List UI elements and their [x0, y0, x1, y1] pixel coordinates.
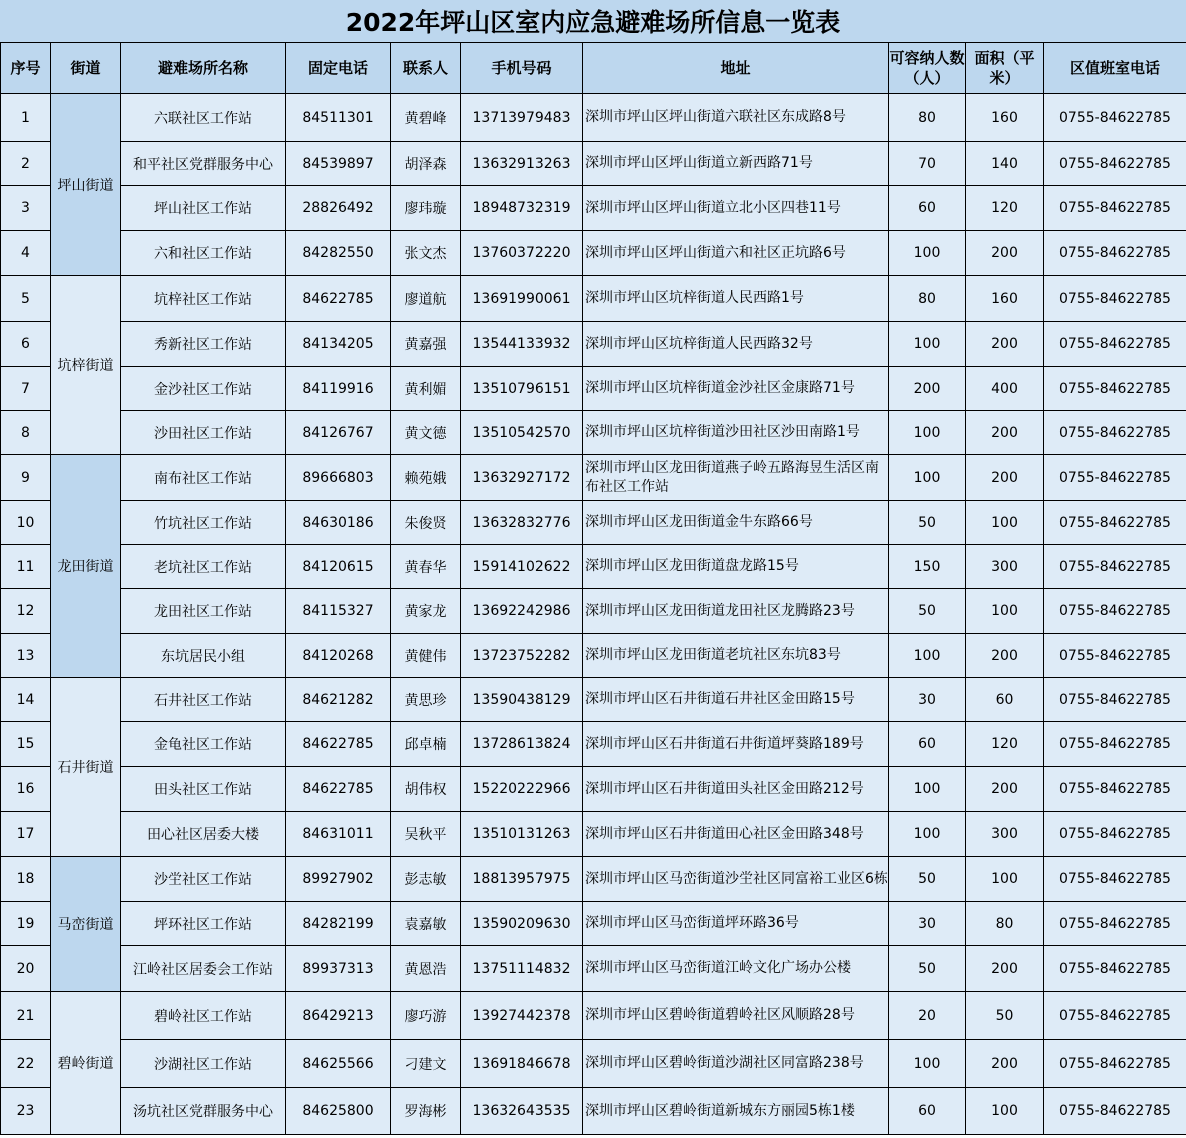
area-cell: 200 — [966, 455, 1044, 501]
table-row — [1, 186, 1186, 231]
mobile-number-cell: 13691846678 — [461, 1040, 583, 1088]
address-cell: 深圳市坪山区坑梓街道人民西路32号 — [583, 322, 889, 367]
row-number-cell: 14 — [1, 678, 51, 722]
row-number-cell: 13 — [1, 634, 51, 678]
fixed-phone-cell: 84630186 — [286, 501, 391, 545]
fixed-phone-cell: 84115327 — [286, 589, 391, 634]
contact-person-cell: 黄春华 — [391, 545, 461, 589]
col-header-capacity: 可容纳人数（人） — [889, 43, 966, 94]
capacity-cell: 100 — [889, 1040, 966, 1088]
table-row — [1, 634, 1186, 678]
area-cell: 100 — [966, 501, 1044, 545]
shelter-name-cell: 竹坑社区工作站 — [121, 501, 286, 545]
area-cell: 160 — [966, 276, 1044, 322]
row-number-cell: 12 — [1, 589, 51, 634]
mobile-number-cell: 13590438129 — [461, 678, 583, 722]
shelter-name-cell: 老坑社区工作站 — [121, 545, 286, 589]
fixed-phone-cell: 28826492 — [286, 186, 391, 231]
capacity-cell: 150 — [889, 545, 966, 589]
area-cell: 200 — [966, 322, 1044, 367]
address-cell: 深圳市坪山区龙田街道龙田社区龙腾路23号 — [583, 589, 889, 634]
area-cell: 200 — [966, 946, 1044, 992]
row-number-cell: 7 — [1, 367, 51, 411]
area-cell: 400 — [966, 367, 1044, 411]
address-cell: 深圳市坪山区坑梓街道沙田社区沙田南路1号 — [583, 411, 889, 455]
contact-person-cell: 赖苑娥 — [391, 455, 461, 501]
duty-phone-cell: 0755-84622785 — [1044, 767, 1186, 812]
street-cell: 碧岭街道 — [51, 992, 121, 1135]
duty-phone-cell: 0755-84622785 — [1044, 857, 1186, 902]
capacity-cell: 80 — [889, 276, 966, 322]
contact-person-cell: 吴秋平 — [391, 812, 461, 857]
shelter-name-cell: 沙坣社区工作站 — [121, 857, 286, 902]
area-cell: 200 — [966, 634, 1044, 678]
mobile-number-cell: 13751114832 — [461, 946, 583, 992]
capacity-cell: 30 — [889, 678, 966, 722]
capacity-cell: 60 — [889, 722, 966, 767]
table-row — [1, 992, 1186, 1040]
mobile-number-cell: 18948732319 — [461, 186, 583, 231]
shelter-name-cell: 石井社区工作站 — [121, 678, 286, 722]
shelter-name-cell: 碧岭社区工作站 — [121, 992, 286, 1040]
row-number-cell: 21 — [1, 992, 51, 1040]
table-body — [1, 94, 1186, 1135]
area-cell: 80 — [966, 902, 1044, 946]
mobile-number-cell: 13510542570 — [461, 411, 583, 455]
col-header-name: 避难场所名称 — [121, 43, 286, 94]
shelter-name-cell: 金龟社区工作站 — [121, 722, 286, 767]
fixed-phone-cell: 86429213 — [286, 992, 391, 1040]
contact-person-cell: 黄家龙 — [391, 589, 461, 634]
col-header-area: 面积（平米） — [966, 43, 1044, 94]
mobile-number-cell: 13723752282 — [461, 634, 583, 678]
area-cell: 120 — [966, 722, 1044, 767]
shelter-name-cell: 坪山社区工作站 — [121, 186, 286, 231]
shelter-name-cell: 坪环社区工作站 — [121, 902, 286, 946]
area-cell: 50 — [966, 992, 1044, 1040]
street-cell: 坑梓街道 — [51, 276, 121, 455]
table-row — [1, 545, 1186, 589]
shelter-name-cell: 江岭社区居委会工作站 — [121, 946, 286, 992]
area-cell: 200 — [966, 411, 1044, 455]
row-number-cell: 3 — [1, 186, 51, 231]
row-number-cell: 23 — [1, 1088, 51, 1135]
shelter-name-cell: 坑梓社区工作站 — [121, 276, 286, 322]
table-row — [1, 411, 1186, 455]
row-number-cell: 11 — [1, 545, 51, 589]
shelter-name-cell: 汤坑社区党群服务中心 — [121, 1088, 286, 1135]
capacity-cell: 20 — [889, 992, 966, 1040]
row-number-cell: 6 — [1, 322, 51, 367]
fixed-phone-cell: 84622785 — [286, 767, 391, 812]
capacity-cell: 100 — [889, 812, 966, 857]
page-title: 2022年坪山区室内应急避难场所信息一览表 — [0, 0, 1186, 43]
address-cell: 深圳市坪山区石井街道田头社区金田路212号 — [583, 767, 889, 812]
col-header-mobile: 手机号码 — [461, 43, 583, 94]
contact-person-cell: 黄恩浩 — [391, 946, 461, 992]
duty-phone-cell: 0755-84622785 — [1044, 634, 1186, 678]
capacity-cell: 60 — [889, 1088, 966, 1135]
row-number-cell: 20 — [1, 946, 51, 992]
col-header-address: 地址 — [583, 43, 889, 94]
fixed-phone-cell: 89937313 — [286, 946, 391, 992]
mobile-number-cell: 13544133932 — [461, 322, 583, 367]
fixed-phone-cell: 84625800 — [286, 1088, 391, 1135]
address-cell: 深圳市坪山区坪山街道六联社区东成路8号 — [583, 94, 889, 142]
duty-phone-cell: 0755-84622785 — [1044, 812, 1186, 857]
table-row — [1, 722, 1186, 767]
address-cell: 深圳市坪山区石井街道田心社区金田路348号 — [583, 812, 889, 857]
contact-person-cell: 黄健伟 — [391, 634, 461, 678]
address-cell: 深圳市坪山区坪山街道立北小区四巷11号 — [583, 186, 889, 231]
table-row — [1, 322, 1186, 367]
duty-phone-cell: 0755-84622785 — [1044, 455, 1186, 501]
capacity-cell: 200 — [889, 367, 966, 411]
table-row — [1, 857, 1186, 902]
mobile-number-cell: 13728613824 — [461, 722, 583, 767]
mobile-number-cell: 18813957975 — [461, 857, 583, 902]
mobile-number-cell: 13632927172 — [461, 455, 583, 501]
mobile-number-cell: 15914102622 — [461, 545, 583, 589]
fixed-phone-cell: 84511301 — [286, 94, 391, 142]
mobile-number-cell: 13632913263 — [461, 142, 583, 186]
row-number-cell: 15 — [1, 722, 51, 767]
row-number-cell: 4 — [1, 231, 51, 276]
contact-person-cell: 邱卓楠 — [391, 722, 461, 767]
col-header-street: 街道 — [51, 43, 121, 94]
col-header-tel: 固定电话 — [286, 43, 391, 94]
table-row — [1, 276, 1186, 322]
table-row — [1, 678, 1186, 722]
table-row — [1, 589, 1186, 634]
shelter-name-cell: 田头社区工作站 — [121, 767, 286, 812]
shelter-name-cell: 东坑居民小组 — [121, 634, 286, 678]
contact-person-cell: 黄思珍 — [391, 678, 461, 722]
shelter-name-cell: 金沙社区工作站 — [121, 367, 286, 411]
duty-phone-cell: 0755-84622785 — [1044, 142, 1186, 186]
duty-phone-cell: 0755-84622785 — [1044, 992, 1186, 1040]
fixed-phone-cell: 89927902 — [286, 857, 391, 902]
fixed-phone-cell: 84539897 — [286, 142, 391, 186]
contact-person-cell: 罗海彬 — [391, 1088, 461, 1135]
row-number-cell: 2 — [1, 142, 51, 186]
fixed-phone-cell: 89666803 — [286, 455, 391, 501]
mobile-number-cell: 13713979483 — [461, 94, 583, 142]
area-cell: 100 — [966, 589, 1044, 634]
mobile-number-cell: 15220222966 — [461, 767, 583, 812]
area-cell: 100 — [966, 857, 1044, 902]
address-cell: 深圳市坪山区坑梓街道人民西路1号 — [583, 276, 889, 322]
address-cell: 深圳市坪山区龙田街道老坑社区东坑83号 — [583, 634, 889, 678]
capacity-cell: 100 — [889, 322, 966, 367]
duty-phone-cell: 0755-84622785 — [1044, 411, 1186, 455]
fixed-phone-cell: 84120268 — [286, 634, 391, 678]
capacity-cell: 30 — [889, 902, 966, 946]
area-cell: 300 — [966, 812, 1044, 857]
area-cell: 300 — [966, 545, 1044, 589]
capacity-cell: 50 — [889, 946, 966, 992]
area-cell: 120 — [966, 186, 1044, 231]
address-cell: 深圳市坪山区龙田街道金牛东路66号 — [583, 501, 889, 545]
mobile-number-cell: 13760372220 — [461, 231, 583, 276]
contact-person-cell: 黄文德 — [391, 411, 461, 455]
contact-person-cell: 胡泽森 — [391, 142, 461, 186]
table-row — [1, 367, 1186, 411]
address-cell: 深圳市坪山区龙田街道盘龙路15号 — [583, 545, 889, 589]
row-number-cell: 16 — [1, 767, 51, 812]
contact-person-cell: 黄利媚 — [391, 367, 461, 411]
duty-phone-cell: 0755-84622785 — [1044, 276, 1186, 322]
duty-phone-cell: 0755-84622785 — [1044, 322, 1186, 367]
table-row — [1, 501, 1186, 545]
row-number-cell: 10 — [1, 501, 51, 545]
area-cell: 200 — [966, 767, 1044, 812]
contact-person-cell: 刁建文 — [391, 1040, 461, 1088]
table-row — [1, 767, 1186, 812]
capacity-cell: 100 — [889, 231, 966, 276]
capacity-cell: 50 — [889, 857, 966, 902]
contact-person-cell: 黄碧峰 — [391, 94, 461, 142]
mobile-number-cell: 13510131263 — [461, 812, 583, 857]
duty-phone-cell: 0755-84622785 — [1044, 1040, 1186, 1088]
address-cell: 深圳市坪山区龙田街道燕子岭五路海昱生活区南布社区工作站 — [583, 455, 889, 501]
row-number-cell: 8 — [1, 411, 51, 455]
shelter-name-cell: 六联社区工作站 — [121, 94, 286, 142]
shelter-name-cell: 南布社区工作站 — [121, 455, 286, 501]
mobile-number-cell: 13510796151 — [461, 367, 583, 411]
duty-phone-cell: 0755-84622785 — [1044, 946, 1186, 992]
mobile-number-cell: 13632643535 — [461, 1088, 583, 1135]
mobile-number-cell: 13632832776 — [461, 501, 583, 545]
fixed-phone-cell: 84631011 — [286, 812, 391, 857]
duty-phone-cell: 0755-84622785 — [1044, 589, 1186, 634]
mobile-number-cell: 13692242986 — [461, 589, 583, 634]
address-cell: 深圳市坪山区坑梓街道金沙社区金康路71号 — [583, 367, 889, 411]
contact-person-cell: 廖玮璇 — [391, 186, 461, 231]
area-cell: 200 — [966, 231, 1044, 276]
fixed-phone-cell: 84126767 — [286, 411, 391, 455]
fixed-phone-cell: 84119916 — [286, 367, 391, 411]
shelter-name-cell: 田心社区居委大楼 — [121, 812, 286, 857]
capacity-cell: 50 — [889, 501, 966, 545]
duty-phone-cell: 0755-84622785 — [1044, 367, 1186, 411]
contact-person-cell: 朱俊贤 — [391, 501, 461, 545]
address-cell: 深圳市坪山区碧岭街道沙湖社区同富路238号 — [583, 1040, 889, 1088]
capacity-cell: 70 — [889, 142, 966, 186]
street-cell: 坪山街道 — [51, 94, 121, 276]
duty-phone-cell: 0755-84622785 — [1044, 186, 1186, 231]
contact-person-cell: 胡伟权 — [391, 767, 461, 812]
row-number-cell: 17 — [1, 812, 51, 857]
address-cell: 深圳市坪山区石井街道石井社区金田路15号 — [583, 678, 889, 722]
contact-person-cell: 袁嘉敏 — [391, 902, 461, 946]
contact-person-cell: 廖巧游 — [391, 992, 461, 1040]
capacity-cell: 50 — [889, 589, 966, 634]
table-row — [1, 1040, 1186, 1088]
contact-person-cell: 张文杰 — [391, 231, 461, 276]
address-cell: 深圳市坪山区坪山街道六和社区正坑路6号 — [583, 231, 889, 276]
street-cell: 马峦街道 — [51, 857, 121, 992]
row-number-cell: 1 — [1, 94, 51, 142]
shelter-name-cell: 秀新社区工作站 — [121, 322, 286, 367]
area-cell: 60 — [966, 678, 1044, 722]
address-cell: 深圳市坪山区马峦街道坪环路36号 — [583, 902, 889, 946]
mobile-number-cell: 13691990061 — [461, 276, 583, 322]
col-header-contact: 联系人 — [391, 43, 461, 94]
table-row — [1, 946, 1186, 992]
contact-person-cell: 黄嘉强 — [391, 322, 461, 367]
fixed-phone-cell: 84625566 — [286, 1040, 391, 1088]
capacity-cell: 60 — [889, 186, 966, 231]
area-cell: 100 — [966, 1088, 1044, 1135]
fixed-phone-cell: 84622785 — [286, 722, 391, 767]
fixed-phone-cell: 84282199 — [286, 902, 391, 946]
duty-phone-cell: 0755-84622785 — [1044, 722, 1186, 767]
fixed-phone-cell: 84120615 — [286, 545, 391, 589]
duty-phone-cell: 0755-84622785 — [1044, 678, 1186, 722]
capacity-cell: 100 — [889, 634, 966, 678]
table-row — [1, 231, 1186, 276]
street-cell: 石井街道 — [51, 678, 121, 857]
duty-phone-cell: 0755-84622785 — [1044, 94, 1186, 142]
address-cell: 深圳市坪山区马峦街道江岭文化广场办公楼 — [583, 946, 889, 992]
mobile-number-cell: 13590209630 — [461, 902, 583, 946]
contact-person-cell: 彭志敏 — [391, 857, 461, 902]
shelter-name-cell: 六和社区工作站 — [121, 231, 286, 276]
capacity-cell: 100 — [889, 455, 966, 501]
table-row — [1, 142, 1186, 186]
shelter-name-cell: 沙田社区工作站 — [121, 411, 286, 455]
row-number-cell: 22 — [1, 1040, 51, 1088]
capacity-cell: 100 — [889, 767, 966, 812]
contact-person-cell: 廖道航 — [391, 276, 461, 322]
fixed-phone-cell: 84134205 — [286, 322, 391, 367]
address-cell: 深圳市坪山区碧岭街道新城东方丽园5栋1楼 — [583, 1088, 889, 1135]
fixed-phone-cell: 84621282 — [286, 678, 391, 722]
address-cell: 深圳市坪山区石井街道石井街道坪葵路189号 — [583, 722, 889, 767]
row-number-cell: 19 — [1, 902, 51, 946]
shelter-name-cell: 和平社区党群服务中心 — [121, 142, 286, 186]
shelter-name-cell: 沙湖社区工作站 — [121, 1040, 286, 1088]
shelter-table — [0, 42, 1186, 1135]
area-cell: 160 — [966, 94, 1044, 142]
area-cell: 140 — [966, 142, 1044, 186]
row-number-cell: 9 — [1, 455, 51, 501]
table-row — [1, 94, 1186, 142]
table-row — [1, 455, 1186, 501]
duty-phone-cell: 0755-84622785 — [1044, 902, 1186, 946]
address-cell: 深圳市坪山区坪山街道立新西路71号 — [583, 142, 889, 186]
duty-phone-cell: 0755-84622785 — [1044, 231, 1186, 276]
fixed-phone-cell: 84622785 — [286, 276, 391, 322]
table-header-row — [1, 43, 1186, 94]
row-number-cell: 18 — [1, 857, 51, 902]
row-number-cell: 5 — [1, 276, 51, 322]
address-cell: 深圳市坪山区碧岭街道碧岭社区风顺路28号 — [583, 992, 889, 1040]
fixed-phone-cell: 84282550 — [286, 231, 391, 276]
col-header-no: 序号 — [1, 43, 51, 94]
capacity-cell: 80 — [889, 94, 966, 142]
street-cell: 龙田街道 — [51, 455, 121, 678]
table-row — [1, 902, 1186, 946]
table-row — [1, 1088, 1186, 1135]
duty-phone-cell: 0755-84622785 — [1044, 501, 1186, 545]
table-row — [1, 812, 1186, 857]
duty-phone-cell: 0755-84622785 — [1044, 1088, 1186, 1135]
shelter-name-cell: 龙田社区工作站 — [121, 589, 286, 634]
area-cell: 200 — [966, 1040, 1044, 1088]
address-cell: 深圳市坪山区马峦街道沙坣社区同富裕工业区6栋 — [583, 857, 889, 902]
col-header-duty-phone: 区值班室电话 — [1044, 43, 1186, 94]
capacity-cell: 100 — [889, 411, 966, 455]
duty-phone-cell: 0755-84622785 — [1044, 545, 1186, 589]
mobile-number-cell: 13927442378 — [461, 992, 583, 1040]
